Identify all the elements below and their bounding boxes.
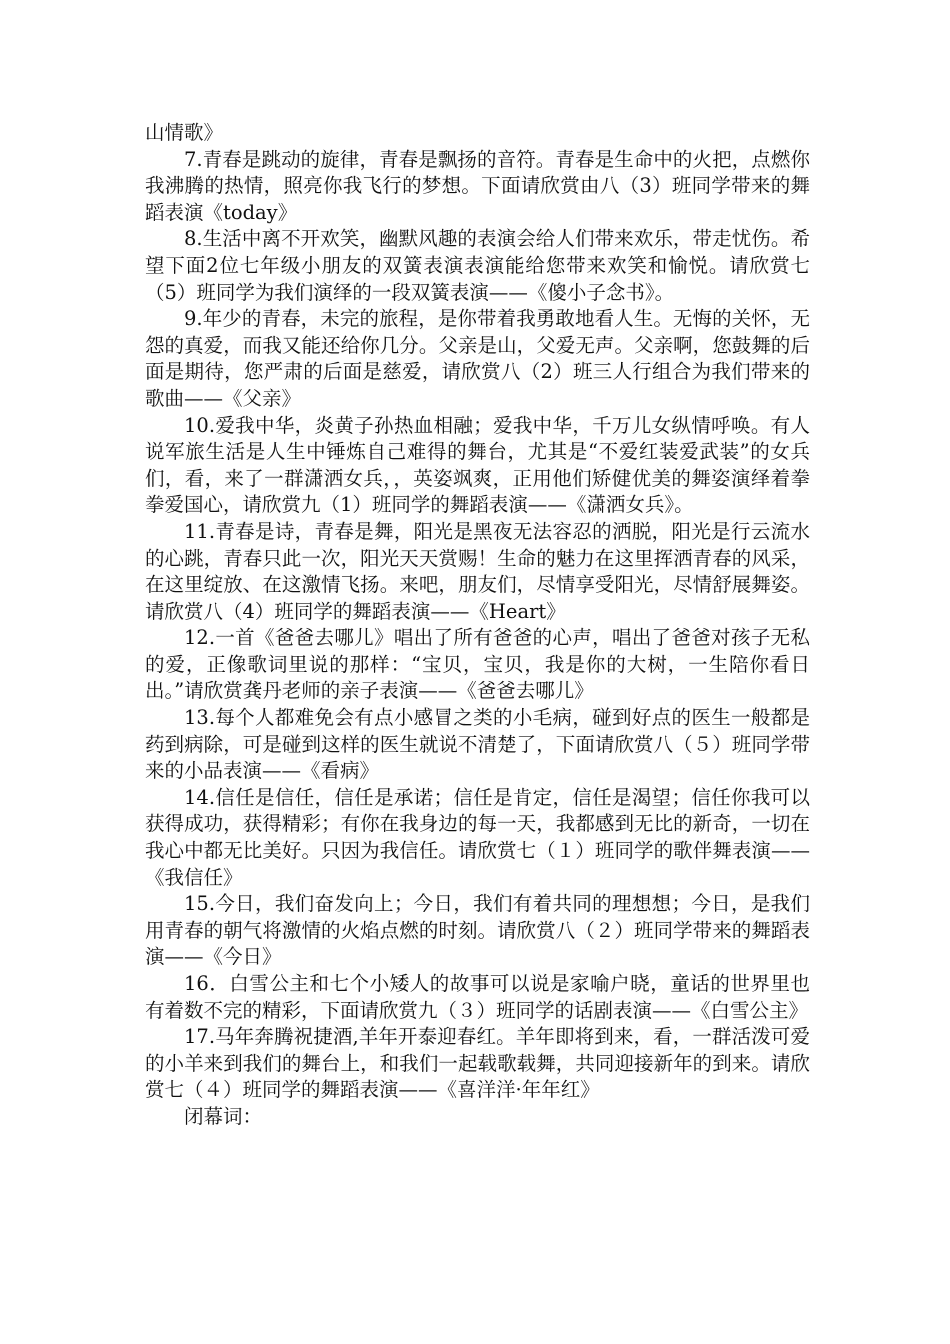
document-page bbox=[145, 120, 810, 1131]
paragraph-item-9: 9.年少的青春，未完的旅程，是你带着我勇敢地看人生。无悔的关怀，无怨的真爱，而我又能还给你几分。父亲是山，父爱无声。父亲啊，您鼓舞的后面是期待，您严肃的后面是慈爱，请欣赏八（2）班三人行组合为我们带来的歌曲——《父亲》 bbox=[145, 307, 810, 410]
paragraph-item-8: 8.生活中离不开欢笑，幽默风趣的表演会给人们带来欢乐，带走忧伤。希望下面2位七年级小朋友的双簧表演表演能给您带来欢笑和愉悦。请欣赏七（5）班同学为我们演绎的一段双簧表演——《傻小子念书》。 bbox=[145, 227, 810, 304]
paragraph-item-13: 13.每个人都难免会有点小感冒之类的小毛病，碰到好点的医生一般都是药到病除，可是碰到这样的医生就说不清楚了，下面请欣赏八（５）班同学带来的小品表演——《看病》 bbox=[145, 706, 810, 783]
paragraph-item-15: 15.今日，我们奋发向上；今日，我们有着共同的理想想；今日，是我们用青春的朝气将激情的火焰点燃的时刻。请欣赏八（２）班同学带来的舞蹈表演——《今日》 bbox=[145, 892, 810, 969]
paragraph-item-14: 14.信任是信任，信任是承诺；信任是肯定，信任是渴望；信任你我可以获得成功，获得精彩；有你在我身边的每一天，我都感到无比的新奇，一切在我心中都无比美好。只因为我信任。请欣赏七（１）班同学的歌伴舞表演——《我信任》 bbox=[145, 785, 810, 889]
paragraph-item-17: 17.马年奔腾祝捷酒,羊年开泰迎春红。羊年即将到来，看，一群活泼可爱的小羊来到我们的舞台上，和我们一起载歌载舞，共同迎接新年的到来。请欣赏七（４）班同学的舞蹈表演——《喜洋洋·年年红》 bbox=[145, 1025, 810, 1102]
paragraph-item-11: 11.青春是诗，青春是舞，阳光是黑夜无法容忍的洒脱，阳光是行云流水的心跳，青春只此一次，阳光天天赏赐！生命的魅力在这里挥洒青春的风采，在这里绽放、在这激情飞扬。来吧，朋友们，尽情享受阳光，尽情舒展舞姿。请欣赏八（4）班同学的舞蹈表演——《Heart》 bbox=[145, 519, 810, 623]
closing-remarks-heading: 闭幕词： bbox=[184, 1104, 263, 1128]
paragraph-item-7: 7.青春是跳动的旋律，青春是飘扬的音符。青春是生命中的火把，点燃你我沸腾的热情，照亮你我飞行的梦想。下面请欣赏由八（3）班同学带来的舞蹈表演《today》 bbox=[145, 147, 810, 224]
paragraph-item-12: 12.一首《爸爸去哪儿》唱出了所有爸爸的心声，唱出了爸爸对孩子无私的爱，正像歌词里说的那样：“宝贝，宝贝，我是你的大树，一生陪你看日出。”请欣赏龚丹老师的亲子表演——《爸爸去哪儿》 bbox=[145, 626, 810, 703]
paragraph-continuation: 山情歌》 bbox=[145, 121, 224, 144]
paragraph-item-10: 10.爱我中华，炎黄子孙热血相融；爱我中华，千万儿女纵情呼唤。有人说军旅生活是人生中锤炼自己难得的舞台，尤其是“不爱红装爱武装”的女兵们，看，来了一群潇洒女兵，，英姿飒爽，正用他们矫健优美的舞姿演绎着拳拳爱国心，请欣赏九（1）班同学的舞蹈表演——《潇洒女兵》。 bbox=[145, 413, 810, 517]
paragraph-item-16: 16．白雪公主和七个小矮人的故事可以说是家喻户晓，童话的世界里也有着数不完的精彩，下面请欣赏九（３）班同学的话剧表演——《白雪公主》 bbox=[145, 972, 810, 1022]
